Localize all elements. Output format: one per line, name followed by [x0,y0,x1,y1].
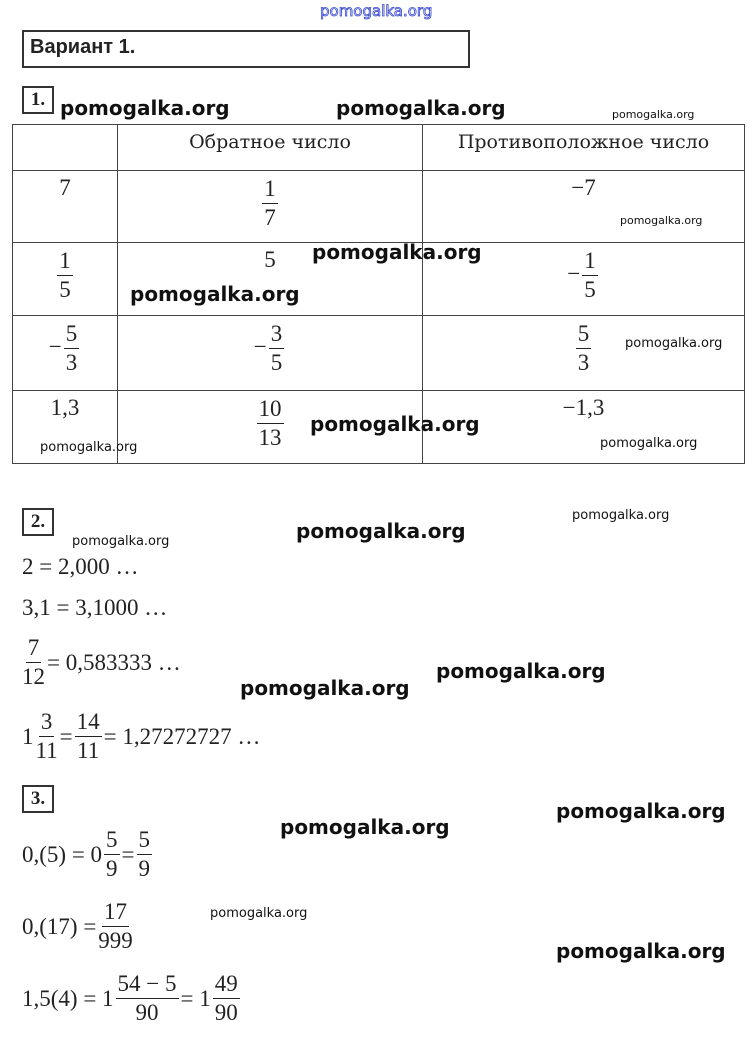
task-2-line [22,634,181,691]
equation-left: 0,(5) = 0 [22,841,103,867]
equation-rest: = 1,27272727 … [103,723,261,749]
task-2-line [22,708,260,765]
denominator: 90 [214,1000,238,1025]
watermark: pomogalka.org [280,815,450,839]
watermark: pomogalka.org [600,436,698,451]
watermark: pomogalka.org [436,659,606,683]
task-1-label: 1. [22,86,54,114]
equals: = 1 [180,985,211,1011]
watermark: pomogalka.org [556,799,726,823]
cell-opposite [423,316,745,391]
numerator: 3 [39,708,55,737]
table-row [13,171,745,243]
cell-opposite: −1,3 [423,391,745,464]
watermark: pomogalka.org [130,282,300,306]
cell-reciprocal [118,316,423,391]
denominator: 9 [138,856,151,881]
numerator: 5 [104,826,120,855]
numerator: 1 [262,175,278,204]
watermark: pomogalka.org [556,939,726,963]
denominator: 12 [22,664,45,689]
minus-sign: − [48,333,62,359]
header-cell [13,125,118,171]
denominator: 90 [135,1000,159,1025]
task-2-label: 2. [22,508,54,536]
task-3-line [22,898,135,955]
numerator: 14 [75,708,102,737]
numerator: 49 [213,970,240,999]
table-row [13,316,745,391]
equation-left: 0,(17) = [22,913,97,939]
whole-part: 1 [22,723,34,749]
numerator: 1 [57,247,73,276]
denominator: 3 [577,350,590,375]
variant-title: Вариант 1. [30,36,136,58]
header-cell: Противоположное число [423,125,745,171]
equation-rest: = 0,583333 … [47,649,181,675]
equation-left: 1,5(4) = 1 [22,985,114,1011]
cell-number: 1,3 [13,391,118,464]
task-2-line: 2 = 2,000 … [22,554,139,579]
minus-sign: − [567,260,581,286]
numerator: 5 [576,320,592,349]
task-2-line: 3,1 = 3,1000 … [22,595,168,620]
cell-number [13,243,118,316]
numerator: 5 [64,320,80,349]
watermark: pomogalka.org [612,108,695,121]
table-header-row [13,125,745,171]
watermark: pomogalka.org [60,96,230,120]
cell-reciprocal [118,171,423,243]
denominator: 13 [258,425,282,450]
denominator: 11 [35,738,58,763]
numerator: 3 [269,320,285,349]
watermark: pomogalka.org [572,508,670,523]
header-cell: Обратное число [118,125,423,171]
task-3-line [22,826,154,883]
variant-title-box [22,30,470,68]
watermark: pomogalka.org [240,676,410,700]
watermark: pomogalka.org [72,534,170,549]
cell-reciprocal: 5 [118,243,423,316]
watermark: pomogalka.org [620,214,703,227]
denominator: 999 [98,928,133,953]
watermark: pomogalka.org [310,412,480,436]
cell-opposite: −7 [423,171,745,243]
cell-number [13,316,118,391]
denominator: 5 [584,277,596,302]
equals: = [59,723,73,749]
watermark: pomogalka.org [40,440,138,455]
task-3-label: 3. [22,785,54,813]
minus-sign: − [253,333,267,359]
numerator: 10 [257,395,284,424]
watermark: pomogalka.org [320,2,433,20]
numerator: 1 [582,247,598,276]
numerator: 5 [137,826,153,855]
equals: = [121,841,135,867]
cell-number: 7 [13,171,118,243]
numerator: 54 − 5 [116,970,179,999]
watermark: pomogalka.org [312,240,482,264]
numerator: 7 [26,634,42,663]
denominator: 7 [264,205,276,230]
denominator: 9 [106,856,118,881]
denominator: 11 [77,738,100,763]
denominator: 3 [65,350,78,375]
watermark: pomogalka.org [296,519,466,543]
watermark: pomogalka.org [210,906,308,921]
task-3-line [22,970,242,1027]
watermark: pomogalka.org [336,96,506,120]
numerator: 17 [102,898,129,927]
denominator: 5 [59,277,71,302]
watermark: pomogalka.org [625,336,723,351]
denominator: 5 [270,350,283,375]
